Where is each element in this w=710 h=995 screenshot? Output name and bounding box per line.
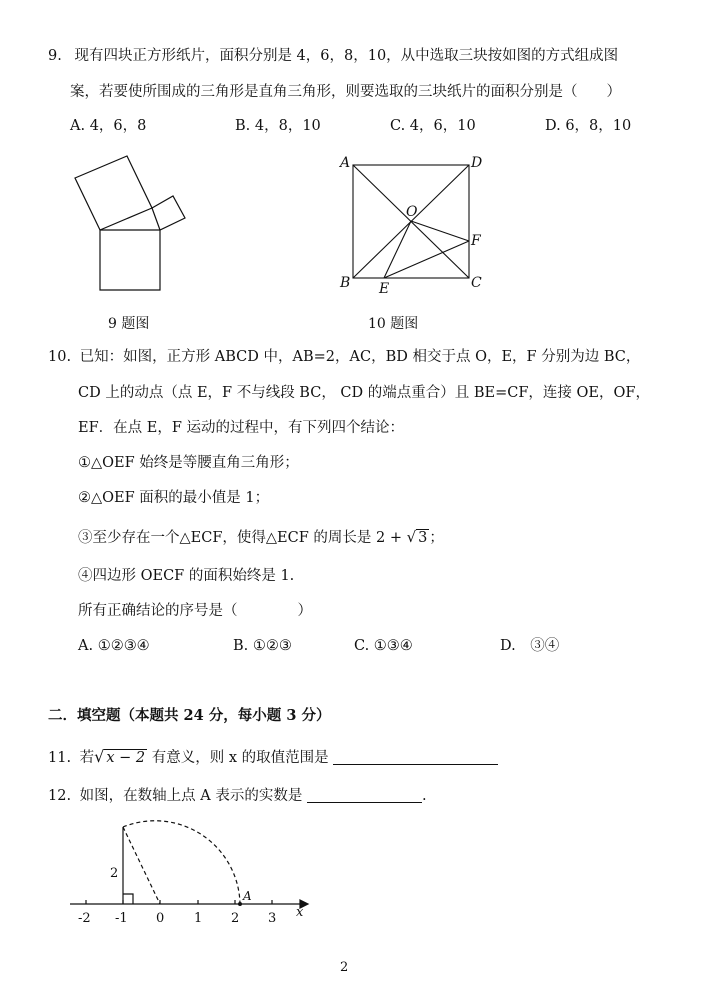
fig10-label-a: A (340, 155, 351, 171)
q12-line (48, 786, 427, 806)
tick-label-3: 3 (268, 911, 277, 926)
q9-number: 9. (48, 48, 62, 64)
q9-line2 (70, 82, 621, 102)
q9-option-a[interactable]: A. 4，6，8 (70, 118, 147, 134)
q9-text-1: 现有四块正方形纸片，面积分别是 4，6，8，10，从中选取三块按如图的方式组成图 (74, 48, 619, 64)
q10-text-1: 已知：如图，正方形 ABCD 中，AB=2，AC，BD 相交于点 O，E，F 分别为边 BC， (79, 349, 641, 365)
q10-c3-end: ； (429, 530, 444, 546)
tick-label--2: -2 (78, 911, 91, 926)
q11-answer-blank[interactable] (333, 748, 498, 765)
q10-text-3: EF．在点 E，F 运动的过程中，有下列四个结论： (78, 420, 405, 436)
q11-radicand: x − 2 (106, 750, 146, 766)
q10-option-b[interactable]: B. ①②③ (233, 638, 292, 654)
q11-pre: 若 (79, 750, 95, 766)
q10-option-c[interactable]: C. ①③④ (354, 638, 413, 654)
q10-conclusion-1: ①△OEF 始终是等腰直角三角形； (78, 455, 299, 471)
q10-text-2: CD 上的动点（点 E，F 不与线段 BC， CD 的端点重合）且 BE=CF，连接 OE，OF， (78, 385, 650, 401)
q9-option-d[interactable]: D. 6，8，10 (545, 118, 632, 134)
fig10-segment-of (411, 221, 469, 241)
q9-text-2: 案，若要使所围成的三角形是直角三角形，则要选取的三块纸片的面积分别是（ ） (70, 84, 621, 100)
q10-c3-math: 2 + (376, 530, 407, 546)
fig9-bottom-square (100, 230, 160, 290)
tick-label-0: 0 (156, 911, 165, 926)
fig9-caption: 9 题图 (108, 316, 150, 332)
q10-line3 (78, 418, 404, 438)
q10-option-a[interactable]: A. ①②③④ (78, 638, 150, 654)
q10-ask (78, 601, 312, 621)
fig10-segment-oe (384, 221, 411, 278)
q9-line1 (48, 46, 618, 66)
q9-option-b[interactable]: B. 4，8，10 (235, 118, 321, 134)
q12-answer-blank[interactable] (307, 786, 422, 803)
q10-c3-radicand: 3 (418, 530, 428, 546)
point-a-label: A (243, 889, 252, 903)
page-number: 2 (340, 960, 349, 975)
q11-text: 有意义，则 x 的取值范围是 (151, 750, 329, 766)
fig10-label-o: O (406, 204, 418, 220)
right-angle-mark (123, 894, 133, 904)
fig9-left-square (75, 156, 152, 230)
fig10-segment-ef (384, 241, 469, 278)
q12-end: . (421, 788, 427, 804)
q9-option-c[interactable]: C. 4，6，10 (390, 118, 476, 134)
q10-options (78, 636, 678, 656)
q11-line: 11. 若√ x − 2 有意义，则 x 的取值范围是 (48, 747, 498, 768)
fig10-label-c: C (471, 275, 482, 291)
fig10-label-e: E (379, 281, 390, 297)
fig10-label-d: D (471, 155, 483, 171)
tick-label-1: 1 (194, 911, 203, 926)
tick-label--1: -1 (115, 911, 128, 926)
q10-number: 10. (48, 349, 72, 365)
q10-conclusion-2: ②△OEF 面积的最小值是 1； (78, 490, 270, 506)
height-label: 2 (110, 866, 119, 881)
tick-label-2: 2 (231, 911, 240, 926)
q10-ask-text: 所有正确结论的序号是（ (78, 603, 238, 619)
q10-conclusion-3: ③至少存在一个△ECF，使得△ECF 的周长是 2 + √ 3 ； (78, 528, 444, 546)
q9-options (70, 116, 670, 136)
q10-line2 (78, 383, 650, 403)
hypotenuse-dashed (123, 827, 160, 904)
axis-label-x: x (296, 905, 304, 920)
q11-number: 11. (48, 750, 72, 766)
section-2-title: 二．填空题（本题共 24 分，每小题 3 分） (48, 707, 331, 724)
figure-10 (330, 150, 500, 300)
point-a (238, 902, 242, 906)
q10-ask-end: ） (297, 603, 312, 619)
fig10-caption: 10 题图 (368, 316, 419, 332)
arc-dashed (123, 821, 240, 904)
fig10-label-f: F (471, 233, 481, 249)
number-line-figure (60, 815, 320, 925)
fig9-right-square (152, 196, 185, 230)
q10-line1 (48, 347, 640, 367)
q10-c3-text: ③至少存在一个△ECF，使得△ECF 的周长是 (78, 530, 376, 546)
q12-number: 12. (48, 788, 72, 804)
fig10-label-b: B (340, 275, 351, 291)
figure-9 (60, 150, 210, 300)
q12-text: 如图，在数轴上点 A 表示的实数是 (79, 788, 303, 804)
q10-conclusion-4: ④四边形 OECF 的面积始终是 1. (78, 568, 295, 584)
q10-option-d[interactable]: D. ③④ (500, 638, 560, 654)
